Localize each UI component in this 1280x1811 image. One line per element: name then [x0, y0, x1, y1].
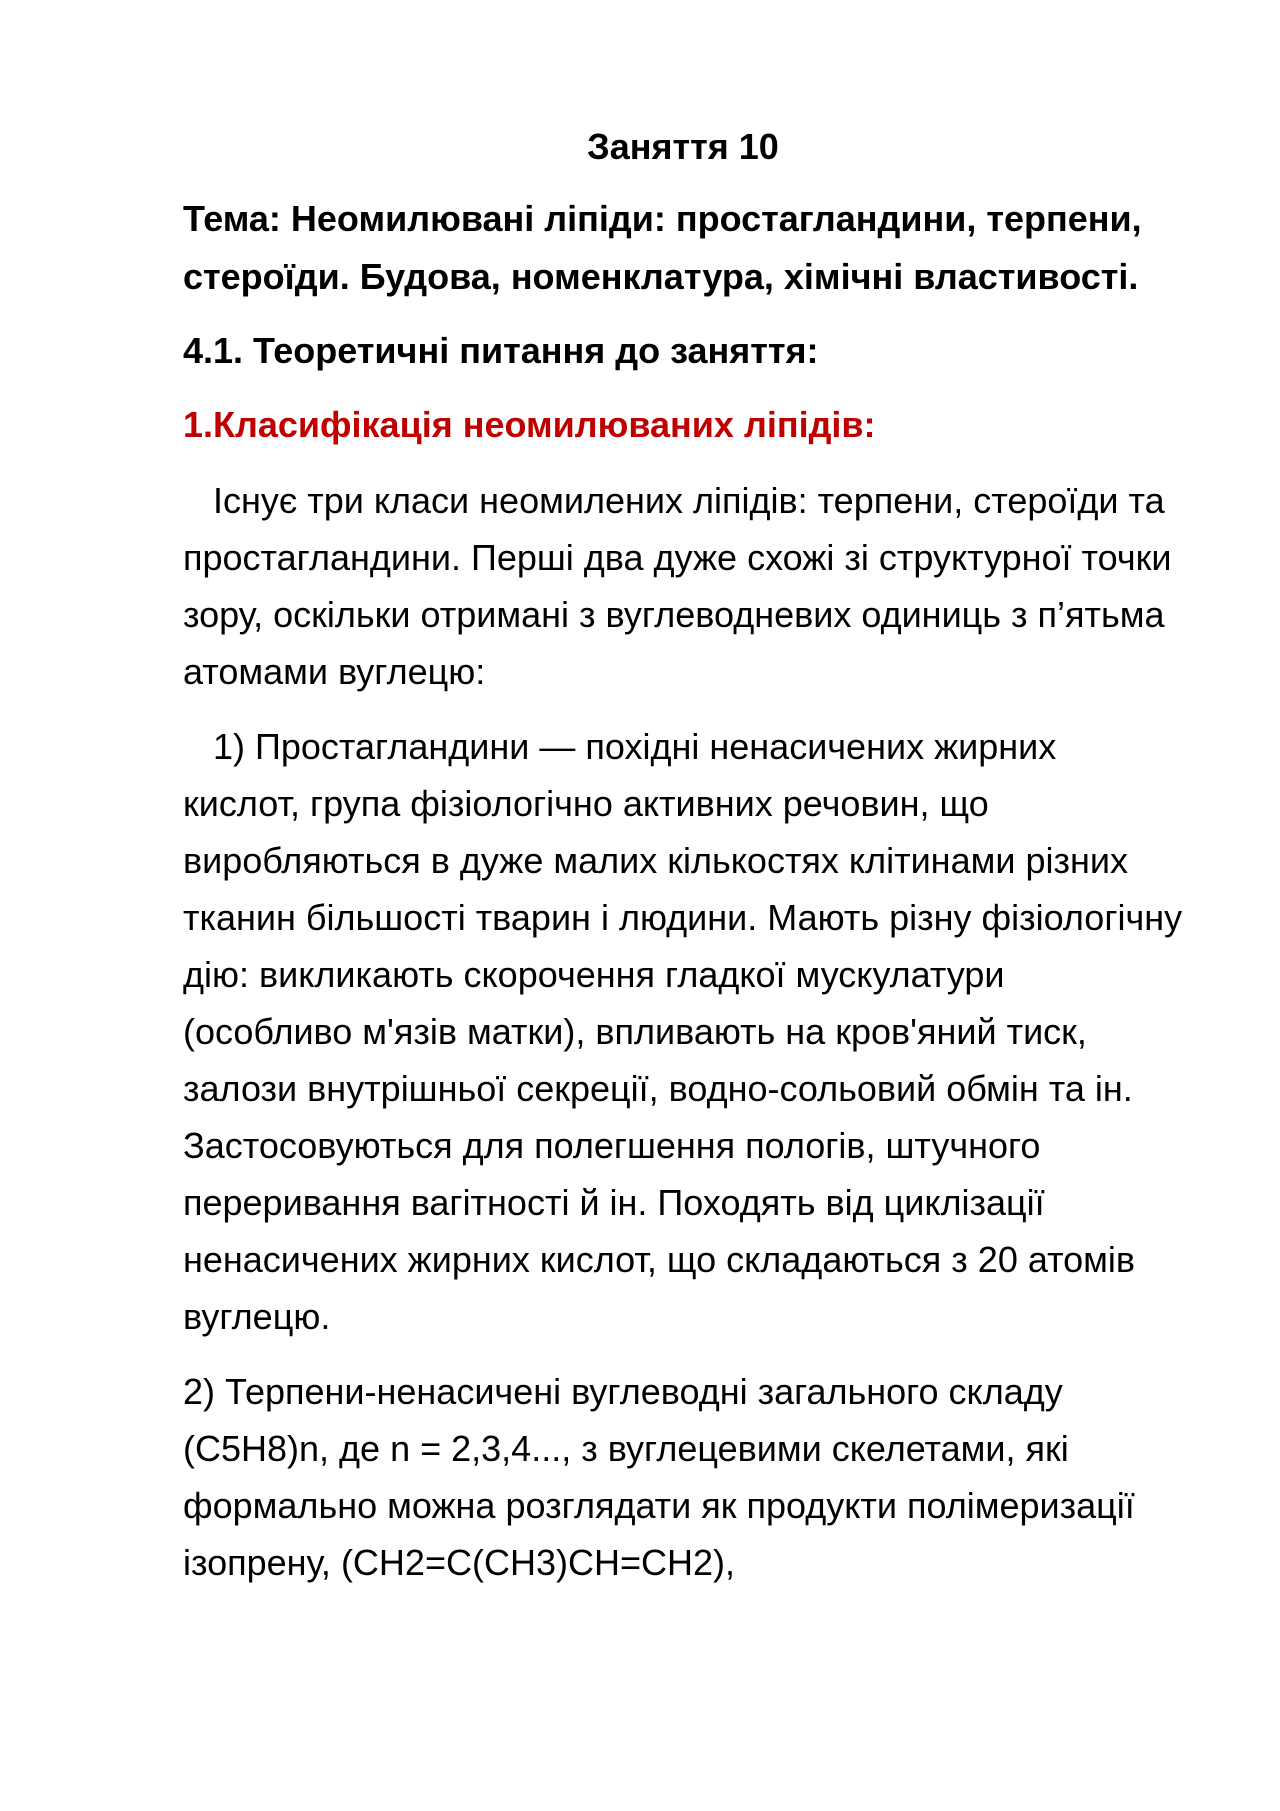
lesson-title: Заняття 10 — [587, 126, 779, 167]
topic-heading: Тема: Неомилювані ліпіди: простагландини, терпени, стероїди. Будова, номенклатура, хімічні властивості. — [183, 198, 1142, 297]
subsection-heading: 1.Класифікація неомилюваних ліпідів: — [183, 404, 876, 445]
paragraph-terpenes: 2) Терпени-ненасичені вуглеводні загального складу (C5H8)n, де n = 2,3,4..., з вуглецевими скелетами, які формально можна розглядати як продукти полімеризації ізопрену, (CH2=C(CH3)CH=CH2), — [183, 1371, 1135, 1583]
document-content — [183, 118, 1183, 1609]
paragraph-prostaglandins: 1) Простагландини — похідні ненасичених жирних кислот, група фізіологічно активних речовин, що виробляються в дуже малих кількостях клітинами різних тканин більшості тварин і людини. Мають різну фізіологічну дію: викликають скорочення гладкої мускулатури (особливо м'язів матки), впливають на кров'яний тиск, залози внутрішньої секреції, водно-сольовий обмін та ін. Застосовуються для полегшення пологів, штучного переривання вагітності й ін. Походять від циклізації ненасичених жирних кислот, що складаються з 20 атомів вуглецю. — [183, 726, 1183, 1337]
paragraph-lipid-classes: Існує три класи неомилених ліпідів: терпени, стероїди та простагландини. Перші два дуже схожі зі структурної точки зору, оскільки отримані з вуглеводневих одиниць з п’ятьма атомами вуглецю: — [183, 480, 1172, 692]
section-heading: 4.1. Теоретичні питання до заняття: — [183, 330, 819, 371]
